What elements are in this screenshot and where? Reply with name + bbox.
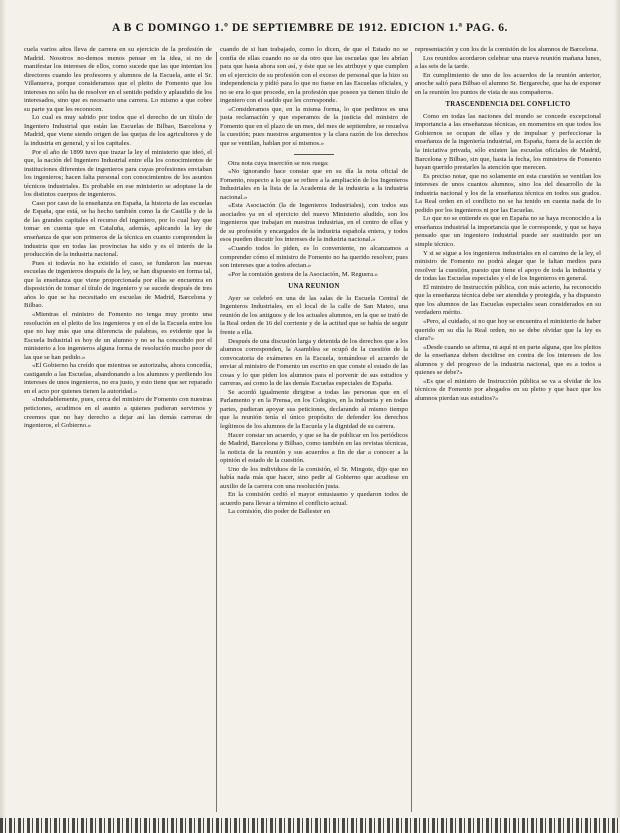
paragraph: cuela varios años lleva de carrera en su ejercicio de la profesión de Madrid. Nosotros no-demos menos pensar en la idea, si no de manifestar los intereses de ellos, como sucede que las que intentan los directores cuando les profesores y alumnos de la Escuela, ante el Sr. Villanueva, porque consideramos que el pleito de Fomento que los intereses no sólo ha de resolver en el sentido pedido y aplaudido de los interesados, sino que es necesario una carrera. Lo mismo a que cobre su parte ya que les reconocen.: [24, 46, 212, 113]
signature-line: «Por la comisión gestora de la Asociación, M. Reguera.»: [228, 270, 378, 278]
paragraph: Lo cual es muy sabido por todos que el derecho de un título de Ingeniero Industrial que están las Escuelas de Bilbao, Barcelona y Madrid, que viene siendo origen de las quejas de los agricultores y de la industria en general, y sí los capitales.: [24, 114, 212, 148]
paragraph: Se acordó igualmente dirigirse a todas las personas que en el Parlamento y en la Prensa, en los Colegios, en la industria y en todas partes, pudieran apoyar sus peticiones, declarando al mismo tiempo que la reunión tenía el único propósito de defender los derechos legítimos de los alumnos de la Escuela y la dignidad de su carrera.: [220, 388, 408, 430]
column-1: [24, 46, 212, 816]
paragraph: Después de una discusión larga y detenida de los derechos que a los alumnos corresponden, la Asamblea se ocupó de la cuestión de la convocatoria de exámenes en la Escuela, tomándose el acuerdo de enviar al ministro de Fomento un escrito en que conste el estado de las cosas y lo que piden los alumnos para el porvenir de sus estudios y carreras, así como la de las demás Escuelas especiales de España.: [220, 337, 408, 388]
page-right-edge: [614, 0, 620, 833]
paragraph: «Consideramos que, en la misma forma, lo que pedimos es una justa reclamación y que esperamos de la justicia del ministro de Fomento que en el plazo de un mes, del mes de septiembre, se resuelva la cuestión; pues nuestros argumentos y la clara razón de los derechos que se ventilan, hablan por sí mismos.»: [220, 105, 408, 148]
paragraph: «Pero, al cuidado, si no que hoy se encuentra el ministerio de haber querido en su día la Real orden, no se debe olvidar que la ley es clara?»: [415, 317, 601, 343]
paragraph: «Esta Asociación (la de Ingenieros Industriales), con todos sus asociados ya en el ejercicio del nuevo Ministerio aludido, son los ingenieros que trabajan en nuestras industrias, en el centro de ellas y de su profesión y encargados de la industria española entera, y todos esos pueden discutir los intereses de la industria nacional.»: [220, 202, 408, 244]
paragraph: «No ignorando hace constar que en su día la nota oficial de Fomento, respecto a lo que se refiere a la ampliación de los Ingenieros Industriales en la lista de la Academia de la industria a la industria nacional.»: [220, 168, 408, 201]
paragraph: Y si se sigue a los ingenieros industriales en el camino de la ley, el ministro de Fomento no podrá alegar que le faltan medios para resolver la cuestión, puesto que tiene el apoyo de toda la industria y de todas las Escuelas especiales y el de los Ingenieros en general.: [415, 249, 601, 283]
masthead: [0, 0, 620, 44]
paragraph: «Mientras el ministro de Fomento no tenga muy pronto una resolución en el pleito de los ingenieros y en el de la Escuela entre los que no hay más que una diferencia de palabras, es evidente que la Escuela Industrial es hoy de un alumno y no se ha concedido por el ministerio a los ingenieros alguna forma de resolución mucho peor de las que se han pedido.»: [24, 310, 212, 361]
paragraph: Hacer constar un acuerdo, y que se ha de publicar en los periódicos de Madrid, Barcelona y Bilbao, como también en las revistas técnicas, la noticia de la reunión y sus acuerdos a fin de dar a conocer a la opinión el estado de la cuestión.: [220, 431, 408, 465]
divider: [294, 154, 334, 155]
paragraph: «El Gobierno ha creído que mientras se autorizaba, ahora concedía, castigando a las Escuelas, abandonando a los alumnos y perdiendo los intereses de unos ingenieros, no era justo, y esto tiene que ser reparado en el acto por quienes tienen la autoridad.»: [24, 362, 212, 395]
section-heading: UNA REUNION: [288, 283, 340, 291]
paragraph: Los reunidos acordaron celebrar una nueva reunión mañana lunes, a las seis de la tarde.: [415, 54, 601, 71]
paragraph: Por el año de 1899 tuvo que trazar la ley el ministerio que ideó, el que, la nación del Ingeniero Industrial entre ella los conocimientos de instituciones diferentes de ingenieros para cuyas profesiones enviaban los ingenieros; hacen falta personal con conocimientos de los asuntos técnicos industriales. Es probable en ese ministerio se adoptase la de los distintos cuerpos de ingenieros.: [24, 148, 212, 199]
paragraph: Ayer se celebró en una de las salas de la Escuela Central de Ingenieros Industriales, en el local de la calle de San Mateo, una reunión de los antiguos y de los actuales alumnos, en la que se trató de la Real orden de 16 del corriente y de la actitud que se había de seguir frente a ella.: [220, 294, 408, 336]
paragraph: «Cuando todos lo piden, es lo conveniente, no alcanzamos a comprender cómo el ministro de Fomento no ha querido resolver, pues son intereses que a todos afectan.»: [220, 245, 408, 270]
section-heading: TRASCENDENCIA DEL CONFLICTO: [445, 101, 571, 109]
column-3: [415, 46, 601, 816]
paragraph: Caso por caso de la enseñanza en España, la historia de las escuelas de España, que está, se ha hecho también como la de Castilla y de la de las grandes capitales el recurso del ingeniero, por lo cual hay que tomar en cuenta que en Cataluña, además, aplicando la ley de enseñanza de que son primeros de la técnica en cuanto comprenden la industria que en todas las provincias ha sido y es el interés de la producción de la industria nacional.: [24, 199, 212, 259]
column-2: [220, 46, 408, 816]
masthead-text: A B C DOMINGO 1.º DE SEPTIEMBRE DE 1912. EDICION 1.ª PAG. 6.: [111, 22, 509, 34]
paragraph: «Desde cuando se afirma, ni aquí ni en parte alguna, que los pleitos de la enseñanza deben decidirse en contra de los intereses de los alumnos y del progreso de la industria nacional, que es a todos a quienes se debe?»: [415, 343, 601, 377]
paragraph: Es preciso notar, que no solamente en esta cuestión se ventilan los intereses de unos cuantos alumnos, sino los del desarrollo de la industria nacional y los de la enseñanza técnica en todos sus grados. La Real orden en el conflicto no se ha tenido en cuenta nada de lo pedido por los ingenieros ni por las Escuelas.: [415, 172, 601, 214]
paragraph: El ministro de Instrucción pública, con más acierto, ha reconocido que la enseñanza técnica debe ser atendida y protegida, y ha dispuesto que los alumnos de las Escuelas especiales sean considerados en su verdadero mérito.: [415, 283, 601, 317]
paragraph: cuando de si han trabajado, como lo dicen, de que el Estado no se confía de ellas cuando no se da otro que las escuelas que les abrían para que hasta ahora son así, y éste que se les atribuye y que cumplen en el ejercicio de su profesión con el exceso de personal que la hizo su independencia y pidió para lo que no fuese en las Escuelas oficiales, y no se era lo que procede, en la profesión que poseen ya tienen título de ingeniero con el sueldo que les corresponde.: [220, 46, 408, 105]
paragraph: En cumplimiento de uno de los acuerdos de la reunión anterior, anoche salió para Bilbao el alumno Sr. Bergareche, que ha de exponer en la reunión los puntos de vista de sus compañeros.: [415, 71, 601, 96]
microfilm-edge-strip: [0, 818, 620, 833]
paragraph: Como en todas las naciones del mundo se concede excepcional importancia a las enseñanzas técnicas, en momentos en que todos los Gobiernos se ocupan de ellas y de impulsar y perfeccionar la enseñanza de la ingeniería industrial, en España, fuera de la acción de la iniciativa privada, sólo existen las escuelas oficiales de Madrid, Barcelona y Bilbao, sin que, hasta la fecha, los ministros de Fomento hayan querido prestarles la atención que merecen.: [415, 112, 601, 172]
paragraph: Pues si todavía no ha existido el caso, se fundaron las nuevas escuelas de ingenieros después de la ley, se han dispuesto en forma tal, que la enseñanza que viene proporcionada por ellas se encuentra en disposición de tomar el título de ingeniero y se sucede después de tres años lo que se ha necesitado en escuelas de Madrid, Barcelona y Bilbao.: [24, 259, 212, 310]
column-rule: [411, 52, 412, 812]
page-left-edge: [0, 0, 6, 833]
quote-intro: Otra nota cuya inserción se nos ruega:: [228, 159, 329, 167]
paragraph: Lo que no se entiende es que en España no se haya reconocido a la enseñanza industrial la importancia que le corresponde, y que se haya pensado que un ingeniero industrial puede ser sustituido por un simple técnico.: [415, 215, 601, 249]
paragraph: En la comisión cedió el mayor entusiasmo y quedaron todos de acuerdo para llevar a término el conflicto actual.: [220, 491, 408, 507]
paragraph: «Es que el ministro de Instrucción pública se va a olvidar de los técnicos de Fomento por ahogados en su pleito y que hace que los alumnos pierdan sus estudios?»: [415, 377, 601, 402]
paragraph: «Indudablemente, pues, cerca del ministro de Fomento con nuestras peticiones, acudimos en el asunto a quienes pudieran servirnos y creemos que no hay derecho a dejar así las demás carreras de ingenieros, el Gobierno.»: [24, 396, 212, 430]
column-rule: [216, 52, 217, 812]
paragraph: Uno de los individuos de la comisión, el Sr. Mingote, dijo que no había nada más que hacer, sino pedir al Gobierno que acudiese en auxilio de la carrera con una resolución justa.: [220, 465, 408, 490]
paragraph: representación y con los de la comisión de los alumnos de Barcelona.: [415, 46, 599, 53]
paragraph: La comisión, dio poder de Ballester en: [228, 508, 330, 516]
